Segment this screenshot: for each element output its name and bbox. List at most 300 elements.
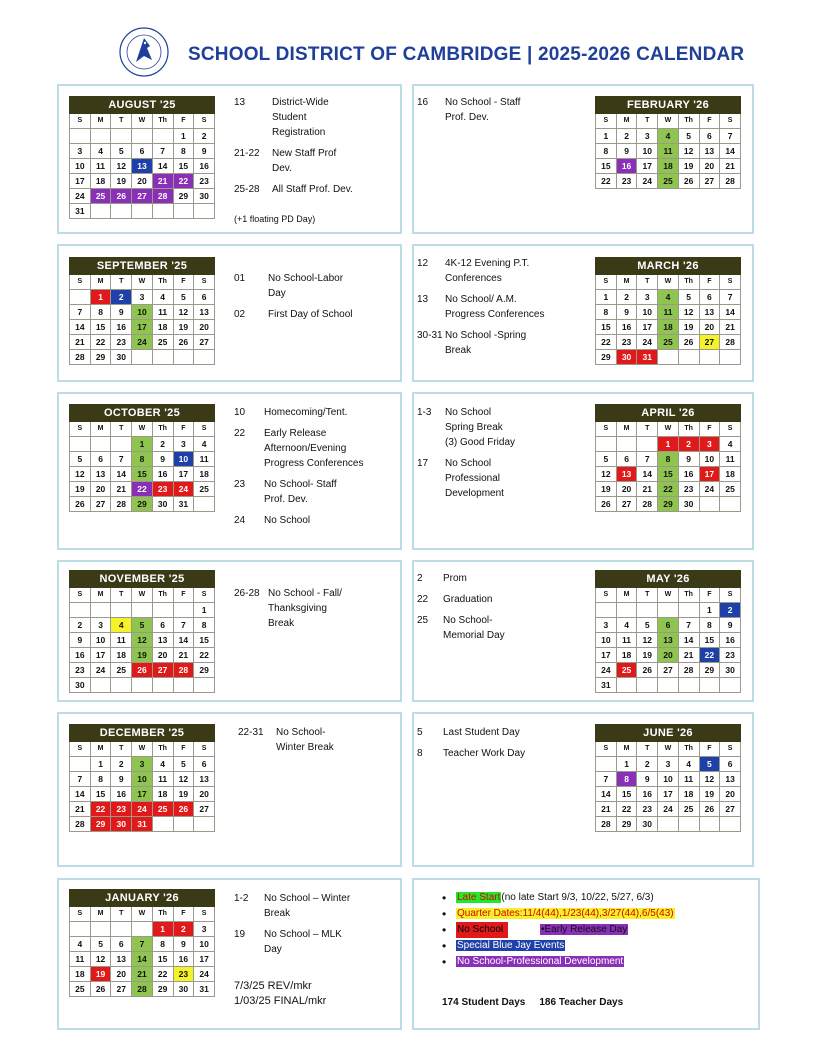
weekday-label: W: [658, 114, 679, 129]
day-cell: 19: [678, 159, 699, 174]
day-cell: 22: [152, 967, 173, 982]
empty-day-cell: [194, 350, 215, 365]
legend-no-school-pd-label: No School-Professional Development: [457, 956, 624, 967]
day-cell: 7: [720, 290, 741, 305]
event-date: 19: [234, 929, 246, 940]
day-cell: 4: [70, 937, 91, 952]
day-cell: 4: [152, 757, 173, 772]
month-header: NOVEMBER '25: [70, 571, 215, 588]
day-cell: 14: [173, 633, 194, 648]
event-item: [234, 586, 394, 631]
day-cell: 3: [132, 757, 153, 772]
weekday-label: S: [194, 907, 215, 922]
empty-day-cell: [111, 678, 132, 693]
day-cell: 20: [194, 787, 215, 802]
day-cell: 1: [132, 437, 153, 452]
day-cell: 24: [132, 802, 153, 817]
empty-day-cell: [90, 204, 111, 219]
event-item: [234, 146, 394, 176]
event-item: [234, 891, 399, 921]
day-cell: 18: [678, 787, 699, 802]
day-cell: 3: [596, 618, 617, 633]
day-cell: 1: [699, 603, 720, 618]
empty-day-cell: [658, 350, 679, 365]
weekday-label: W: [132, 275, 153, 290]
weekday-label: S: [720, 588, 741, 603]
event-item: [417, 456, 587, 501]
day-cell: 29: [90, 817, 111, 832]
weekday-label: S: [70, 422, 91, 437]
day-cell: 25: [678, 802, 699, 817]
day-cell: 9: [678, 452, 699, 467]
weekday-label: M: [616, 275, 637, 290]
day-cell: 6: [616, 452, 637, 467]
day-cell: 23: [111, 335, 132, 350]
day-cell: 8: [173, 144, 194, 159]
empty-day-cell: [70, 603, 91, 618]
empty-day-cell: [720, 497, 741, 512]
day-cell: 2: [111, 757, 132, 772]
day-cell: 26: [678, 174, 699, 189]
empty-day-cell: [658, 603, 679, 618]
event-text: Prom: [443, 573, 467, 584]
weekday-label: Th: [152, 422, 173, 437]
revision-note: 7/3/25 REV/mkr: [234, 980, 312, 992]
day-cell: 29: [658, 497, 679, 512]
day-cell: 22: [90, 802, 111, 817]
day-cell: 25: [111, 663, 132, 678]
weekday-label: W: [132, 588, 153, 603]
day-cell: 29: [616, 817, 637, 832]
empty-day-cell: [720, 817, 741, 832]
day-cell: 5: [678, 290, 699, 305]
legend-quarter-dates: [440, 906, 675, 922]
empty-day-cell: [616, 437, 637, 452]
events-march: [417, 256, 587, 364]
day-cell: 9: [111, 305, 132, 320]
event-item: [417, 725, 587, 740]
day-cell: 5: [132, 618, 153, 633]
month-header: JUNE '26: [596, 725, 741, 742]
page-header: [0, 0, 816, 80]
day-cell: 15: [173, 159, 194, 174]
events-october: [234, 405, 394, 534]
day-cell: 15: [596, 159, 617, 174]
empty-day-cell: [658, 817, 679, 832]
day-cell: 13: [152, 633, 173, 648]
final-note: 1/03/25 FINAL/mkr: [234, 995, 327, 1007]
day-cell: 21: [720, 159, 741, 174]
day-cell: 24: [90, 663, 111, 678]
empty-day-cell: [90, 922, 111, 937]
day-cell: 30: [637, 817, 658, 832]
day-cell: 8: [596, 305, 617, 320]
event-text: No School Professional Development: [445, 458, 504, 499]
day-cell: 6: [699, 129, 720, 144]
weekday-label: S: [194, 114, 215, 129]
day-cell: 25: [70, 982, 91, 997]
event-item: [234, 426, 394, 471]
empty-day-cell: [637, 678, 658, 693]
event-item: [417, 328, 587, 358]
day-cell: 24: [132, 335, 153, 350]
day-cell: 30: [111, 350, 132, 365]
day-cell: 23: [678, 482, 699, 497]
event-text: No School- Memorial Day: [443, 615, 505, 641]
event-text: Early Release Afternoon/Evening Progress Conferences: [264, 428, 364, 469]
day-cell: 14: [70, 787, 91, 802]
weekday-label: M: [90, 114, 111, 129]
day-cell: 27: [658, 663, 679, 678]
day-cell: 25: [152, 335, 173, 350]
weekday-label: S: [194, 422, 215, 437]
day-cell: 12: [596, 467, 617, 482]
day-cell: 19: [678, 320, 699, 335]
day-cell: 29: [132, 497, 153, 512]
events-november: [234, 586, 394, 637]
empty-day-cell: [678, 350, 699, 365]
day-cell: 10: [596, 633, 617, 648]
day-cell: 11: [194, 452, 215, 467]
empty-day-cell: [699, 817, 720, 832]
day-cell: 22: [90, 335, 111, 350]
day-cell: 26: [173, 802, 194, 817]
calendar-january: [69, 889, 215, 997]
august-note: (+1 floating PD Day): [234, 214, 316, 224]
day-cell: 3: [637, 129, 658, 144]
day-cell: 17: [699, 467, 720, 482]
event-date: 13: [234, 97, 246, 108]
day-cell: 29: [194, 663, 215, 678]
weekday-label: Th: [678, 114, 699, 129]
day-cell: 2: [173, 922, 194, 937]
day-cell: 5: [678, 129, 699, 144]
empty-day-cell: [132, 678, 153, 693]
day-cell: 19: [70, 482, 91, 497]
day-cell: 17: [132, 320, 153, 335]
calendar-april: [595, 404, 741, 512]
day-cell: 28: [70, 350, 91, 365]
empty-day-cell: [111, 922, 132, 937]
weekday-label: M: [90, 742, 111, 757]
empty-day-cell: [132, 204, 153, 219]
day-cell: 29: [173, 189, 194, 204]
day-cell: 25: [720, 482, 741, 497]
day-cell: 6: [152, 618, 173, 633]
weekday-label: S: [720, 275, 741, 290]
day-cell: 9: [720, 618, 741, 633]
empty-day-cell: [720, 350, 741, 365]
day-cell: 16: [194, 159, 215, 174]
calendar-may: [595, 570, 741, 693]
empty-day-cell: [152, 603, 173, 618]
event-text: No School Spring Break (3) Good Friday: [445, 407, 516, 448]
day-cell: 10: [70, 159, 91, 174]
day-cell: 1: [658, 437, 679, 452]
day-cell: 8: [658, 452, 679, 467]
day-cell: 17: [658, 787, 679, 802]
day-cell: 10: [90, 633, 111, 648]
day-cell: 18: [90, 174, 111, 189]
day-cell: 11: [111, 633, 132, 648]
day-cell: 13: [699, 305, 720, 320]
day-cell: 13: [90, 467, 111, 482]
day-cell: 18: [720, 467, 741, 482]
day-cell: 16: [678, 467, 699, 482]
weekday-label: S: [596, 422, 617, 437]
empty-day-cell: [132, 129, 153, 144]
day-cell: 28: [596, 817, 617, 832]
day-cell: 11: [616, 633, 637, 648]
events-may: [417, 571, 587, 649]
weekday-label: T: [637, 114, 658, 129]
weekday-label: F: [173, 114, 194, 129]
empty-day-cell: [152, 204, 173, 219]
legend-no-school-label: No School: [456, 922, 508, 938]
event-item: [417, 592, 587, 607]
day-cell: 26: [637, 663, 658, 678]
weekday-label: M: [90, 275, 111, 290]
day-cell: 14: [596, 787, 617, 802]
day-cell: 2: [720, 603, 741, 618]
day-cell: 21: [678, 648, 699, 663]
weekday-label: S: [720, 422, 741, 437]
day-cell: 2: [637, 757, 658, 772]
weekday-label: F: [173, 907, 194, 922]
day-cell: 8: [90, 772, 111, 787]
day-cell: 23: [111, 802, 132, 817]
empty-day-cell: [70, 437, 91, 452]
day-cell: 1: [173, 129, 194, 144]
event-date: 16: [417, 97, 429, 108]
day-cell: 15: [90, 787, 111, 802]
day-cell: 26: [111, 189, 132, 204]
weekday-label: F: [699, 742, 720, 757]
empty-day-cell: [678, 678, 699, 693]
day-cell: 1: [596, 129, 617, 144]
day-cell: 5: [70, 452, 91, 467]
day-cell: 1: [616, 757, 637, 772]
empty-day-cell: [173, 603, 194, 618]
events-january: [234, 891, 399, 963]
day-cell: 4: [90, 144, 111, 159]
weekday-label: Th: [152, 588, 173, 603]
event-text: New Staff Prof Dev.: [272, 148, 337, 174]
event-date: 26-28: [234, 588, 260, 599]
empty-day-cell: [152, 129, 173, 144]
day-cell: 2: [111, 290, 132, 305]
empty-day-cell: [90, 678, 111, 693]
day-cell: 15: [152, 952, 173, 967]
weekday-label: F: [699, 588, 720, 603]
day-cell: 7: [111, 452, 132, 467]
legend: [440, 890, 675, 970]
day-cell: 12: [132, 633, 153, 648]
event-text: First Day of School: [268, 309, 353, 320]
month-header: APRIL '26: [596, 405, 741, 422]
day-cell: 13: [111, 952, 132, 967]
event-date: 13: [417, 294, 429, 305]
day-cell: 21: [132, 967, 153, 982]
empty-day-cell: [194, 817, 215, 832]
weekday-label: S: [70, 907, 91, 922]
day-cell: 16: [70, 648, 91, 663]
events-june: [417, 725, 587, 767]
day-cell: 22: [596, 335, 617, 350]
weekday-label: F: [173, 588, 194, 603]
event-text: District-Wide Student Registration: [272, 97, 329, 138]
weekday-label: S: [720, 114, 741, 129]
month-header: OCTOBER '25: [70, 405, 215, 422]
event-text: 4K-12 Evening P.T. Conferences: [445, 258, 530, 284]
day-cell: 24: [70, 189, 91, 204]
events-december: [238, 725, 398, 761]
event-text: No School/ A.M. Progress Conferences: [445, 294, 545, 320]
empty-day-cell: [152, 350, 173, 365]
empty-day-cell: [194, 497, 215, 512]
day-cell: 11: [152, 772, 173, 787]
empty-day-cell: [637, 603, 658, 618]
weekday-label: W: [658, 422, 679, 437]
day-cell: 31: [173, 497, 194, 512]
day-cell: 7: [596, 772, 617, 787]
event-text: Graduation: [443, 594, 493, 605]
empty-day-cell: [616, 678, 637, 693]
event-text: No School - Staff Prof. Dev.: [445, 97, 521, 123]
weekday-label: Th: [152, 275, 173, 290]
weekday-label: T: [637, 422, 658, 437]
day-cell: 27: [194, 802, 215, 817]
empty-day-cell: [637, 437, 658, 452]
weekday-label: F: [699, 114, 720, 129]
day-cell: 23: [616, 335, 637, 350]
day-cell: 16: [720, 633, 741, 648]
day-cell: 2: [194, 129, 215, 144]
legend-no-school: [440, 922, 675, 938]
day-cell: 17: [596, 648, 617, 663]
event-date: 12: [417, 258, 429, 269]
day-cell: 13: [194, 772, 215, 787]
event-date: 8: [417, 748, 423, 759]
empty-day-cell: [70, 129, 91, 144]
day-cell: 29: [152, 982, 173, 997]
day-cell: 25: [194, 482, 215, 497]
day-cell: 8: [616, 772, 637, 787]
day-cell: 11: [720, 452, 741, 467]
day-cell: 28: [111, 497, 132, 512]
day-cell: 29: [699, 663, 720, 678]
day-cell: 14: [111, 467, 132, 482]
empty-day-cell: [70, 757, 91, 772]
day-cell: 21: [152, 174, 173, 189]
event-item: [234, 95, 394, 140]
day-cell: 13: [658, 633, 679, 648]
day-cell: 6: [111, 937, 132, 952]
calendar-december: [69, 724, 215, 832]
day-cell: 23: [637, 802, 658, 817]
event-item: [417, 571, 587, 586]
weekday-label: T: [111, 742, 132, 757]
event-item: [234, 477, 394, 507]
empty-day-cell: [699, 678, 720, 693]
day-cell: 31: [70, 204, 91, 219]
day-cell: 6: [90, 452, 111, 467]
day-cell: 16: [152, 467, 173, 482]
day-cell: 17: [173, 467, 194, 482]
day-cell: 18: [194, 467, 215, 482]
day-cell: 24: [596, 663, 617, 678]
weekday-label: W: [658, 588, 679, 603]
event-item: [234, 271, 394, 301]
day-cell: 23: [616, 174, 637, 189]
day-cell: 16: [111, 787, 132, 802]
weekday-label: S: [720, 742, 741, 757]
event-item: [417, 292, 587, 322]
weekday-label: Th: [678, 275, 699, 290]
event-date: 17: [417, 458, 429, 469]
legend-quarter-dates-label: Quarter Dates:11/4(44),1/23(44),3/27(44),6/5(43): [457, 908, 674, 919]
weekday-label: Th: [152, 907, 173, 922]
day-cell: 3: [173, 437, 194, 452]
weekday-label: Th: [678, 588, 699, 603]
day-cell: 7: [678, 618, 699, 633]
day-cell: 6: [720, 757, 741, 772]
month-header: MARCH '26: [596, 258, 741, 275]
day-cell: 18: [152, 320, 173, 335]
day-cell: 11: [90, 159, 111, 174]
empty-day-cell: [678, 603, 699, 618]
day-cell: 30: [194, 189, 215, 204]
day-cell: 27: [152, 663, 173, 678]
weekday-label: M: [616, 114, 637, 129]
day-cell: 10: [658, 772, 679, 787]
day-cell: 13: [616, 467, 637, 482]
day-cell: 28: [678, 663, 699, 678]
event-item: [234, 927, 399, 957]
day-cell: 8: [152, 937, 173, 952]
day-cell: 12: [70, 467, 91, 482]
day-cell: 4: [658, 290, 679, 305]
day-cell: 23: [194, 174, 215, 189]
weekday-label: W: [132, 907, 153, 922]
weekday-label: F: [173, 422, 194, 437]
day-cell: 8: [596, 144, 617, 159]
day-cell: 14: [637, 467, 658, 482]
day-cell: 12: [111, 159, 132, 174]
event-item: [234, 307, 394, 322]
day-cell: 13: [720, 772, 741, 787]
weekday-label: Th: [678, 742, 699, 757]
day-cell: 1: [90, 290, 111, 305]
day-cell: 3: [194, 922, 215, 937]
event-text: Homecoming/Tent.: [264, 407, 348, 418]
event-item: [417, 613, 587, 643]
day-cell: 23: [720, 648, 741, 663]
empty-day-cell: [699, 497, 720, 512]
day-cell: 26: [132, 663, 153, 678]
event-item: [417, 95, 587, 125]
month-header: FEBRUARY '26: [596, 97, 741, 114]
day-cell: 22: [132, 482, 153, 497]
day-cell: 5: [173, 290, 194, 305]
day-cell: 25: [616, 663, 637, 678]
weekday-label: W: [132, 114, 153, 129]
day-cell: 17: [132, 787, 153, 802]
event-date: 5: [417, 727, 423, 738]
day-cell: 18: [111, 648, 132, 663]
day-cell: 16: [111, 320, 132, 335]
day-cell: 6: [194, 757, 215, 772]
